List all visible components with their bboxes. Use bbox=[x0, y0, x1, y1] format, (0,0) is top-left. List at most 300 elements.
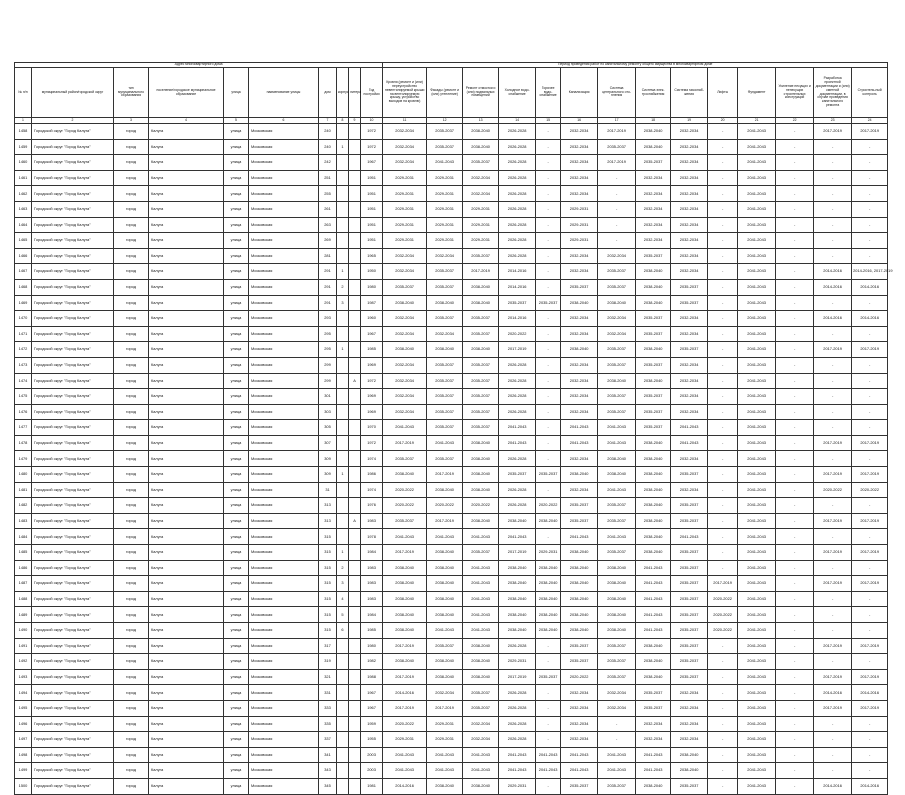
column-header: Канализация bbox=[561, 68, 598, 118]
cell-municipality-type: город bbox=[114, 124, 149, 140]
cell-row-number: 1470 bbox=[15, 311, 32, 327]
cell-building: 1 bbox=[337, 264, 349, 280]
cell-sewerage: 2038-2040 bbox=[561, 560, 598, 576]
cell-structural-reinforcement: - bbox=[776, 716, 814, 732]
table-row bbox=[15, 404, 888, 420]
cell-electricity: 2038-2040 bbox=[636, 373, 671, 389]
cell-row-number: 1500 bbox=[15, 778, 32, 794]
cell-row-number: 1490 bbox=[15, 623, 32, 639]
cell-letter bbox=[349, 201, 361, 217]
cell-gas: 2035-2037 bbox=[671, 576, 708, 592]
column-number: 3 bbox=[114, 118, 149, 124]
cell-street-name: Московская bbox=[249, 279, 319, 295]
cell-electricity: 2038-2040 bbox=[636, 482, 671, 498]
cell-hot-water: 2038-2040 bbox=[536, 623, 561, 639]
cell-central-heating: 2035-2037 bbox=[598, 389, 636, 405]
cell-street-name: Московская bbox=[249, 373, 319, 389]
cell-year-built: 1974 bbox=[361, 451, 383, 467]
cell-street-type: улица bbox=[224, 420, 249, 436]
cell-structural-reinforcement: - bbox=[776, 529, 814, 545]
cell-row-number: 1473 bbox=[15, 357, 32, 373]
cell-roof: 2032-2034 bbox=[383, 404, 427, 420]
cell-municipality-type: город bbox=[114, 513, 149, 529]
cell-design-documentation: - bbox=[814, 170, 852, 186]
cell-electricity: 2038-2040 bbox=[636, 435, 671, 451]
cell-gas: 2035-2037 bbox=[671, 623, 708, 639]
cell-settlement: Калуга bbox=[149, 576, 224, 592]
cell-design-documentation: - bbox=[814, 623, 852, 639]
cell-basement: 2035-2037 bbox=[463, 700, 499, 716]
cell-structural-reinforcement: - bbox=[776, 560, 814, 576]
cell-design-documentation: - bbox=[814, 233, 852, 249]
cell-construction-control: - bbox=[852, 389, 888, 405]
cell-street-type: улица bbox=[224, 607, 249, 623]
cell-roof: 2032-2034 bbox=[383, 389, 427, 405]
table-row bbox=[15, 482, 888, 498]
cell-letter bbox=[349, 139, 361, 155]
cell-settlement: Калуга bbox=[149, 342, 224, 358]
cell-year-built: 1981 bbox=[361, 778, 383, 794]
cell-central-heating: 2032-2034 bbox=[598, 685, 636, 701]
cell-hot-water: 2038-2040 bbox=[536, 607, 561, 623]
cell-street-type: улица bbox=[224, 638, 249, 654]
cell-street-name: Московская bbox=[249, 170, 319, 186]
cell-cold-water: 2017-2019 bbox=[499, 342, 536, 358]
cell-structural-reinforcement: - bbox=[776, 124, 814, 140]
cell-elevators: - bbox=[708, 669, 738, 685]
cell-design-documentation: 2017-2019 bbox=[814, 576, 852, 592]
cell-street-name: Московская bbox=[249, 763, 319, 779]
cell-municipality-type: город bbox=[114, 482, 149, 498]
column-number: 19 bbox=[671, 118, 708, 124]
cell-foundation: 2041-2043 bbox=[738, 732, 776, 748]
cell-gas: 2032-2034 bbox=[671, 373, 708, 389]
cell-sewerage: 2029-2031 bbox=[561, 217, 598, 233]
cell-design-documentation: 2017-2019 bbox=[814, 513, 852, 529]
cell-electricity: 2035-2037 bbox=[636, 389, 671, 405]
cell-district: Городской округ "Город Калуга" bbox=[32, 669, 114, 685]
cell-elevators: - bbox=[708, 373, 738, 389]
cell-electricity: 2038-2040 bbox=[636, 638, 671, 654]
cell-district: Городской округ "Город Калуга" bbox=[32, 763, 114, 779]
cell-facade: 2035-2037 bbox=[427, 264, 463, 280]
cell-construction-control: 2014-2016 bbox=[852, 685, 888, 701]
table-row bbox=[15, 170, 888, 186]
cell-municipality-type: город bbox=[114, 732, 149, 748]
cell-building bbox=[337, 700, 349, 716]
cell-year-built: 1972 bbox=[361, 139, 383, 155]
cell-hot-water: - bbox=[536, 326, 561, 342]
cell-year-built: 1980 bbox=[361, 638, 383, 654]
cell-settlement: Калуга bbox=[149, 139, 224, 155]
cell-street-name: Московская bbox=[249, 139, 319, 155]
table-row bbox=[15, 233, 888, 249]
cell-cold-water: 2026-2028 bbox=[499, 732, 536, 748]
cell-construction-control: - bbox=[852, 326, 888, 342]
cell-sewerage: 2032-2034 bbox=[561, 248, 598, 264]
table-row bbox=[15, 623, 888, 639]
cell-sewerage: 2032-2034 bbox=[561, 326, 598, 342]
cell-structural-reinforcement: - bbox=[776, 279, 814, 295]
cell-basement: 2032-2034 bbox=[463, 716, 499, 732]
cell-foundation: 2041-2043 bbox=[738, 139, 776, 155]
cell-basement: 2035-2037 bbox=[463, 155, 499, 171]
cell-district: Городской округ "Город Калуга" bbox=[32, 248, 114, 264]
cell-design-documentation: - bbox=[814, 248, 852, 264]
cell-structural-reinforcement: - bbox=[776, 591, 814, 607]
cell-letter bbox=[349, 623, 361, 639]
cell-row-number: 1489 bbox=[15, 607, 32, 623]
cell-year-built: 1967 bbox=[361, 700, 383, 716]
cell-roof: 2020-2022 bbox=[383, 716, 427, 732]
cell-year-built: 1982 bbox=[361, 654, 383, 670]
cell-street-type: улица bbox=[224, 685, 249, 701]
cell-street-type: улица bbox=[224, 201, 249, 217]
column-header: поселение/городское муниципальное образование bbox=[149, 68, 224, 118]
cell-central-heating: 2035-2037 bbox=[598, 279, 636, 295]
cell-cold-water: 2026-2028 bbox=[499, 451, 536, 467]
cell-building bbox=[337, 155, 349, 171]
cell-central-heating: 2035-2037 bbox=[598, 638, 636, 654]
cell-building bbox=[337, 389, 349, 405]
cell-letter bbox=[349, 467, 361, 483]
cell-letter bbox=[349, 264, 361, 280]
cell-foundation: 2041-2043 bbox=[738, 685, 776, 701]
cell-street-type: улица bbox=[224, 732, 249, 748]
cell-house-number: 299 bbox=[319, 373, 337, 389]
cell-cold-water: 2041-2043 bbox=[499, 529, 536, 545]
cell-basement: 2038-2040 bbox=[463, 279, 499, 295]
cell-construction-control: - bbox=[852, 295, 888, 311]
cell-construction-control: - bbox=[852, 623, 888, 639]
cell-street-name: Московская bbox=[249, 560, 319, 576]
cell-settlement: Калуга bbox=[149, 217, 224, 233]
cell-house-number: 317 bbox=[319, 638, 337, 654]
cell-municipality-type: город bbox=[114, 155, 149, 171]
cell-electricity: 2038-2040 bbox=[636, 669, 671, 685]
cell-hot-water: 2035-2037 bbox=[536, 295, 561, 311]
cell-street-type: улица bbox=[224, 139, 249, 155]
cell-facade: 2017-2019 bbox=[427, 513, 463, 529]
cell-settlement: Калуга bbox=[149, 591, 224, 607]
table-row bbox=[15, 560, 888, 576]
cell-roof: 2032-2034 bbox=[383, 264, 427, 280]
cell-settlement: Калуга bbox=[149, 170, 224, 186]
cell-row-number: 1466 bbox=[15, 248, 32, 264]
cell-basement: 2035-2037 bbox=[463, 404, 499, 420]
cell-row-number: 1472 bbox=[15, 342, 32, 358]
cell-elevators: - bbox=[708, 186, 738, 202]
cell-basement: 2041-2043 bbox=[463, 607, 499, 623]
cell-year-built: 1969 bbox=[361, 389, 383, 405]
cell-row-number: 1488 bbox=[15, 591, 32, 607]
cell-hot-water: 2041-2043 bbox=[536, 763, 561, 779]
cell-elevators: - bbox=[708, 404, 738, 420]
cell-year-built: 1959 bbox=[361, 716, 383, 732]
cell-structural-reinforcement: - bbox=[776, 217, 814, 233]
cell-design-documentation: 2017-2019 bbox=[814, 700, 852, 716]
cell-design-documentation: 2017-2019 bbox=[814, 467, 852, 483]
cell-district: Городской округ "Город Калуга" bbox=[32, 654, 114, 670]
cell-construction-control: - bbox=[852, 763, 888, 779]
cell-foundation: 2041-2043 bbox=[738, 326, 776, 342]
cell-gas: 2035-2037 bbox=[671, 513, 708, 529]
cell-row-number: 1483 bbox=[15, 513, 32, 529]
cell-house-number: 301 bbox=[319, 389, 337, 405]
cell-year-built: 1985 bbox=[361, 342, 383, 358]
cell-foundation: 2041-2043 bbox=[738, 778, 776, 794]
cell-building bbox=[337, 404, 349, 420]
cell-central-heating: - bbox=[598, 732, 636, 748]
cell-foundation: 2041-2043 bbox=[738, 747, 776, 763]
cell-letter: А bbox=[349, 373, 361, 389]
cell-letter bbox=[349, 576, 361, 592]
cell-row-number: 1499 bbox=[15, 763, 32, 779]
cell-facade: 2038-2040 bbox=[427, 295, 463, 311]
cell-foundation: 2041-2043 bbox=[738, 124, 776, 140]
cell-facade: 2035-2037 bbox=[427, 373, 463, 389]
cell-design-documentation: - bbox=[814, 139, 852, 155]
cell-cold-water: 2041-2043 bbox=[499, 435, 536, 451]
cell-house-number: 313 bbox=[319, 513, 337, 529]
cell-basement: 2041-2043 bbox=[463, 529, 499, 545]
cell-house-number: 345 bbox=[319, 778, 337, 794]
cell-foundation: 2041-2043 bbox=[738, 233, 776, 249]
cell-municipality-type: город bbox=[114, 186, 149, 202]
cell-foundation: 2041-2043 bbox=[738, 716, 776, 732]
cell-district: Городской округ "Город Калуга" bbox=[32, 576, 114, 592]
cell-construction-control: - bbox=[852, 186, 888, 202]
cell-foundation: 2041-2043 bbox=[738, 264, 776, 280]
cell-district: Городской округ "Город Калуга" bbox=[32, 591, 114, 607]
cell-street-name: Московская bbox=[249, 311, 319, 327]
cell-gas: 2032-2034 bbox=[671, 155, 708, 171]
table-row bbox=[15, 529, 888, 545]
cell-district: Городской округ "Город Калуга" bbox=[32, 357, 114, 373]
cell-electricity: 2038-2040 bbox=[636, 139, 671, 155]
cell-elevators: - bbox=[708, 529, 738, 545]
cell-letter bbox=[349, 669, 361, 685]
cell-gas: 2035-2037 bbox=[671, 607, 708, 623]
cell-sewerage: 2041-2043 bbox=[561, 435, 598, 451]
cell-roof: 2017-2019 bbox=[383, 669, 427, 685]
cell-structural-reinforcement: - bbox=[776, 248, 814, 264]
cell-year-built: 1955 bbox=[361, 732, 383, 748]
cell-central-heating: 2032-2034 bbox=[598, 700, 636, 716]
cell-street-type: улица bbox=[224, 482, 249, 498]
cell-municipality-type: город bbox=[114, 591, 149, 607]
cell-electricity: 2041-2043 bbox=[636, 576, 671, 592]
cell-gas: 2032-2034 bbox=[671, 248, 708, 264]
cell-building: 5 bbox=[337, 607, 349, 623]
cell-municipality-type: город bbox=[114, 295, 149, 311]
cell-letter bbox=[349, 326, 361, 342]
cell-year-built: 1950 bbox=[361, 264, 383, 280]
cell-house-number: 281 bbox=[319, 248, 337, 264]
cell-hot-water: - bbox=[536, 217, 561, 233]
cell-municipality-type: город bbox=[114, 747, 149, 763]
cell-letter bbox=[349, 217, 361, 233]
cell-foundation: 2041-2043 bbox=[738, 467, 776, 483]
cell-cold-water: 2026-2028 bbox=[499, 233, 536, 249]
cell-facade: 2035-2037 bbox=[427, 451, 463, 467]
cell-building: 4 bbox=[337, 591, 349, 607]
cell-municipality-type: город bbox=[114, 233, 149, 249]
cell-building bbox=[337, 513, 349, 529]
cell-gas: 2035-2037 bbox=[671, 545, 708, 561]
cell-electricity: 2038-2040 bbox=[636, 295, 671, 311]
cell-basement: 2041-2043 bbox=[463, 747, 499, 763]
cell-row-number: 1476 bbox=[15, 404, 32, 420]
column-number: 1 bbox=[15, 118, 32, 124]
cell-elevators: - bbox=[708, 435, 738, 451]
cell-structural-reinforcement: - bbox=[776, 170, 814, 186]
table-row bbox=[15, 498, 888, 514]
cell-electricity: 2032-2034 bbox=[636, 201, 671, 217]
cell-construction-control: - bbox=[852, 233, 888, 249]
cell-house-number: 251 bbox=[319, 170, 337, 186]
cell-basement: 2038-2040 bbox=[463, 654, 499, 670]
cell-structural-reinforcement: - bbox=[776, 357, 814, 373]
cell-hot-water: - bbox=[536, 264, 561, 280]
cell-house-number: 240 bbox=[319, 139, 337, 155]
cell-elevators: - bbox=[708, 170, 738, 186]
works-period-group-header: Период проведения работ по капитальному ремонту общего имущества в многоквартирном доме bbox=[383, 63, 888, 68]
cell-design-documentation: 2014-2016 bbox=[814, 264, 852, 280]
cell-street-type: улица bbox=[224, 311, 249, 327]
cell-row-number: 1491 bbox=[15, 638, 32, 654]
cell-roof: 2014-2016 bbox=[383, 685, 427, 701]
cell-facade: 2038-2040 bbox=[427, 482, 463, 498]
cell-electricity: 2035-2037 bbox=[636, 357, 671, 373]
column-header: Система газоснаб-жения bbox=[671, 68, 708, 118]
cell-construction-control: - bbox=[852, 217, 888, 233]
cell-gas: 2041-2043 bbox=[671, 435, 708, 451]
cell-letter bbox=[349, 545, 361, 561]
cell-house-number: 255 bbox=[319, 186, 337, 202]
cell-central-heating: 2038-2040 bbox=[598, 451, 636, 467]
cell-cold-water: 2041-2043 bbox=[499, 763, 536, 779]
cell-elevators: - bbox=[708, 545, 738, 561]
cell-structural-reinforcement: - bbox=[776, 700, 814, 716]
table-row bbox=[15, 357, 888, 373]
cell-facade: 2038-2040 bbox=[427, 591, 463, 607]
cell-electricity: 2035-2037 bbox=[636, 311, 671, 327]
cell-elevators: - bbox=[708, 217, 738, 233]
cell-gas: 2035-2037 bbox=[671, 638, 708, 654]
cell-district: Городской округ "Город Калуга" bbox=[32, 279, 114, 295]
cell-roof: 2029-2031 bbox=[383, 170, 427, 186]
cell-building bbox=[337, 201, 349, 217]
cell-street-name: Московская bbox=[249, 529, 319, 545]
cell-elevators: - bbox=[708, 513, 738, 529]
cell-settlement: Калуга bbox=[149, 607, 224, 623]
cell-roof: 2038-2040 bbox=[383, 342, 427, 358]
cell-cold-water: 2029-2031 bbox=[499, 778, 536, 794]
cell-central-heating: 2035-2037 bbox=[598, 404, 636, 420]
cell-facade: 2035-2037 bbox=[427, 638, 463, 654]
cell-structural-reinforcement: - bbox=[776, 233, 814, 249]
cell-cold-water: 2026-2028 bbox=[499, 373, 536, 389]
cell-central-heating: 2035-2037 bbox=[598, 669, 636, 685]
cell-foundation: 2041-2043 bbox=[738, 186, 776, 202]
cell-central-heating: - bbox=[598, 233, 636, 249]
cell-cold-water: 2026-2028 bbox=[499, 716, 536, 732]
cell-street-type: улица bbox=[224, 778, 249, 794]
cell-central-heating: 2041-2043 bbox=[598, 763, 636, 779]
cell-municipality-type: город bbox=[114, 217, 149, 233]
cell-elevators: - bbox=[708, 248, 738, 264]
cell-settlement: Калуга bbox=[149, 295, 224, 311]
cell-street-name: Московская bbox=[249, 576, 319, 592]
cell-gas: 2032-2034 bbox=[671, 357, 708, 373]
cell-design-documentation: - bbox=[814, 155, 852, 171]
cell-roof: 2017-2019 bbox=[383, 700, 427, 716]
cell-basement: 2035-2037 bbox=[463, 373, 499, 389]
cell-year-built: 1967 bbox=[361, 685, 383, 701]
cell-street-type: улица bbox=[224, 545, 249, 561]
cell-hot-water: - bbox=[536, 139, 561, 155]
cell-municipality-type: город bbox=[114, 716, 149, 732]
cell-facade: 2035-2037 bbox=[427, 311, 463, 327]
cell-street-type: улица bbox=[224, 576, 249, 592]
cell-street-type: улица bbox=[224, 763, 249, 779]
cell-building bbox=[337, 482, 349, 498]
cell-house-number: 331 bbox=[319, 685, 337, 701]
cell-design-documentation: - bbox=[814, 201, 852, 217]
cell-electricity: 2038-2040 bbox=[636, 654, 671, 670]
column-header: корпус bbox=[337, 68, 349, 118]
cell-letter bbox=[349, 607, 361, 623]
cell-municipality-type: город bbox=[114, 201, 149, 217]
cell-row-number: 1462 bbox=[15, 186, 32, 202]
cell-structural-reinforcement: - bbox=[776, 139, 814, 155]
column-number: 7 bbox=[319, 118, 337, 124]
cell-building: 1 bbox=[337, 467, 349, 483]
cell-municipality-type: город bbox=[114, 326, 149, 342]
cell-building bbox=[337, 654, 349, 670]
cell-foundation: 2041-2043 bbox=[738, 435, 776, 451]
cell-elevators: - bbox=[708, 295, 738, 311]
cell-electricity: 2032-2034 bbox=[636, 732, 671, 748]
cell-structural-reinforcement: - bbox=[776, 389, 814, 405]
cell-design-documentation: 2017-2019 bbox=[814, 342, 852, 358]
cell-elevators: - bbox=[708, 700, 738, 716]
table-row bbox=[15, 389, 888, 405]
cell-row-number: 1469 bbox=[15, 295, 32, 311]
cell-building: 1 bbox=[337, 139, 349, 155]
cell-basement: 2038-2040 bbox=[463, 451, 499, 467]
cell-facade: 2032-2034 bbox=[427, 685, 463, 701]
cell-sewerage: 2038-2040 bbox=[561, 295, 598, 311]
cell-elevators: 2017-2019 bbox=[708, 576, 738, 592]
cell-sewerage: 2038-2040 bbox=[561, 342, 598, 358]
cell-municipality-type: город bbox=[114, 342, 149, 358]
cell-electricity: 2035-2037 bbox=[636, 420, 671, 436]
cell-roof: 2038-2040 bbox=[383, 560, 427, 576]
cell-sewerage: 2032-2034 bbox=[561, 373, 598, 389]
cell-building bbox=[337, 233, 349, 249]
cell-design-documentation: - bbox=[814, 420, 852, 436]
cell-cold-water: 2038-2040 bbox=[499, 591, 536, 607]
cell-facade: 2038-2040 bbox=[427, 342, 463, 358]
cell-hot-water: - bbox=[536, 732, 561, 748]
cell-basement: 2041-2043 bbox=[463, 591, 499, 607]
cell-basement: 2041-2043 bbox=[463, 576, 499, 592]
cell-row-number: 1475 bbox=[15, 389, 32, 405]
cell-design-documentation: - bbox=[814, 607, 852, 623]
cell-central-heating: 2035-2037 bbox=[598, 498, 636, 514]
